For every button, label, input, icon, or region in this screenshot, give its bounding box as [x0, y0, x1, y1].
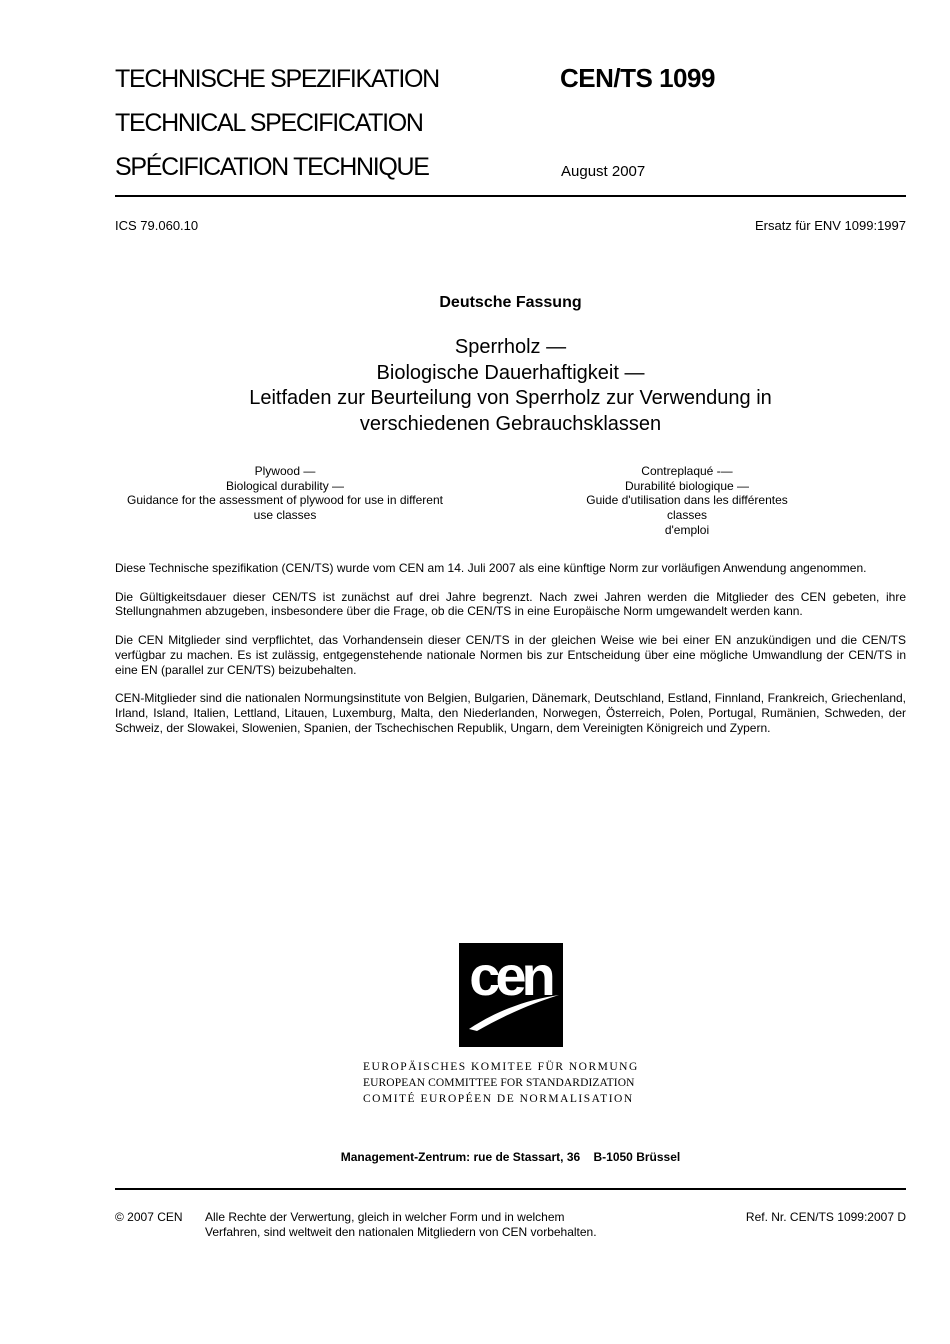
footer-divider	[115, 1188, 906, 1190]
title-german-line: Leitfaden zur Beurteilung von Sperrholz zur Verwendung in	[249, 387, 772, 409]
title-english-line: Plywood —	[254, 464, 316, 478]
title-english	[115, 464, 455, 523]
cen-logo-graphic	[459, 943, 563, 1047]
title-french-line: Guide d'utilisation dans les différentes classes	[586, 493, 788, 523]
title-french	[582, 464, 792, 538]
title-german-line: Biologische Dauerhaftigkeit —	[376, 361, 645, 384]
copyright: © 2007 CEN	[115, 1210, 183, 1224]
management-address: Management-Zentrum: rue de Stassart, 36 B-1050 Brüssel	[340, 1150, 681, 1164]
title-english-line: use classes	[253, 508, 317, 523]
rights-line: Verfahren, sind weltweit den nationalen Mitgliedern von CEN vorbehalten.	[205, 1225, 597, 1239]
reference-number: Ref. Nr. CEN/TS 1099:2007 D	[745, 1210, 906, 1224]
rights-line: Alle Rechte der Verwertung, gleich in welcher Form und in welchem	[205, 1210, 565, 1224]
title-german-line: Sperrholz —	[454, 336, 567, 358]
org-name-fr: COMITÉ EUROPÉEN DE NORMALISATION	[363, 1093, 634, 1105]
org-name-de: EUROPÄISCHES KOMITEE FÜR NORMUNG	[363, 1061, 639, 1073]
paragraph: Die Gültigkeitsdauer dieser CEN/TS ist zunächst auf drei Jahre begrenzt. Nach zwei Jahren werden die Mitglieder des CEN gebeten, ihre Stellungnahmen abzugeben, insbesondere über die Frage, ob die CEN/TS in eine Europäische Norm umgewandelt werden kann.	[115, 589, 906, 619]
title-french-line: d'emploi	[664, 522, 710, 537]
header-divider	[115, 195, 906, 197]
paragraph: Diese Technische spezifikation (CEN/TS) wurde vom CEN am 14. Juli 2007 als eine künftige Norm zur vorläufigen Anwendung angenommen.	[115, 561, 867, 575]
cen-logo-icon	[459, 943, 563, 1047]
replaces-note: Ersatz für ENV 1099:1997	[754, 218, 906, 233]
spec-title-de: TECHNISCHE SPEZIFIKATION	[115, 65, 439, 93]
title-english-line: Guidance for the assessment of plywood for use in different	[127, 493, 443, 508]
spec-title-en: TECHNICAL SPECIFICATION	[115, 109, 423, 137]
svg-text:cen: cen	[469, 944, 551, 1007]
title-french-line: Contreplaqué -—	[641, 464, 733, 478]
ics-code: ICS 79.060.10	[115, 218, 199, 233]
document-number: CEN/TS 1099	[560, 63, 715, 93]
publication-date: August 2007	[561, 163, 646, 180]
rights-notice	[205, 1210, 685, 1240]
title-german-line: verschiedenen Gebrauchsklassen	[359, 412, 662, 435]
paragraph: Die CEN Mitglieder sind verpflichtet, das Vorhandensein dieser CEN/TS in der gleichen Weise wie bei einer EN anzukündigen und die CEN/TS verfügbar zu machen. Es ist zulässig, entgegenstehende nationale Normen bis zur Entscheidung über eine mögliche Umwandlung der CEN/TS in eine EN (parallel zur CEN/TS) beizubehalten.	[115, 633, 906, 677]
version-label: Deutsche Fassung	[439, 294, 582, 311]
org-name-en: EUROPEAN COMMITTEE FOR STANDARDIZATION	[363, 1077, 635, 1089]
body-text	[115, 561, 906, 749]
title-english-line: Biological durability —	[225, 478, 345, 493]
paragraph: CEN-Mitglieder sind die nationalen Normungsinstitute von Belgien, Bulgarien, Dänemark, Deutschland, Estland, Finnland, Frankreich, Griechenland, Irland, Island, Italien, Lettland, Litauen, Luxemburg, Malta, den Niederlanden, Norwegen, Österreich, Polen, Portugal, Rumänien, Schweden, der Schweiz, der Slowakei, Slowenien, Spanien, der Tschechischen Republik, Ungarn, dem Vereinigten Königreich und Zypern.	[115, 691, 906, 735]
title-french-line: Durabilité biologique —	[624, 478, 750, 493]
title-german	[115, 335, 906, 437]
spec-title-fr: SPÉCIFICATION TECHNIQUE	[115, 153, 429, 181]
